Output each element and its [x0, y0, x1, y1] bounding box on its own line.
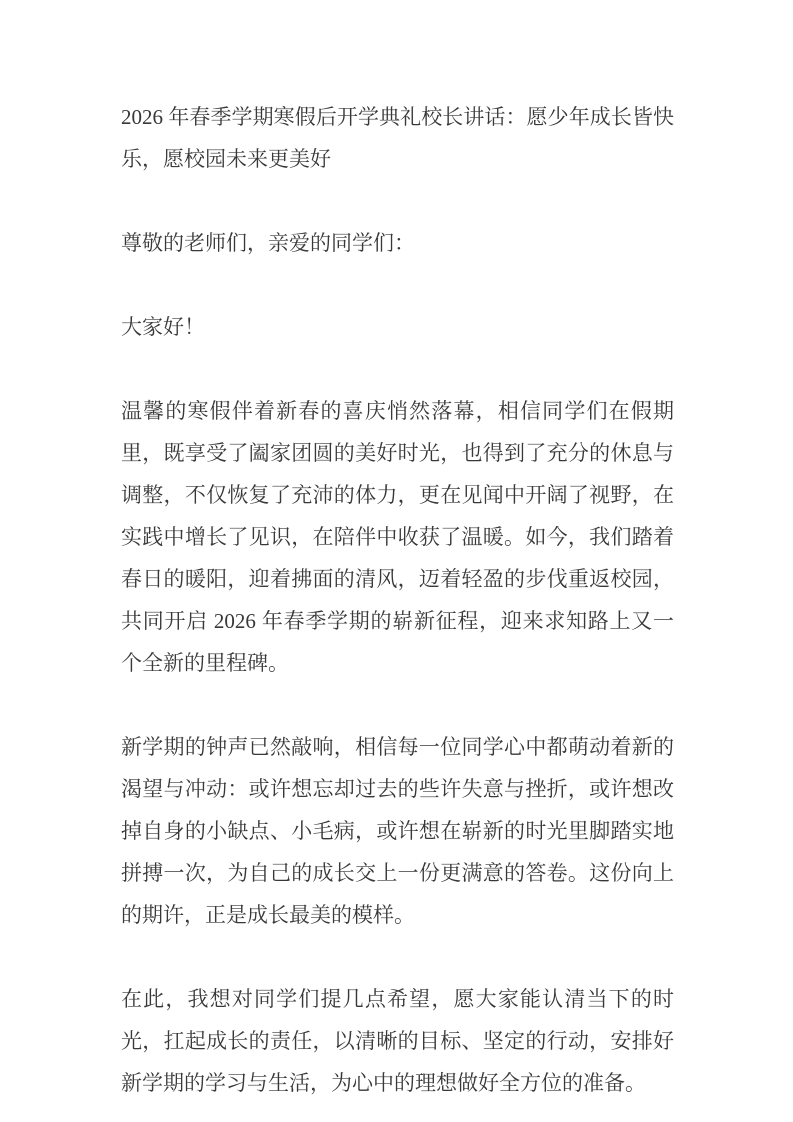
body-paragraph-1: 温馨的寒假伴着新春的喜庆悄然落幕，相信同学们在假期里，既享受了阖家团圆的美好时光，也得到了充分的休息与调整，不仅恢复了充沛的体力，更在见闻中开阔了视野，在实践中增长了见识，在陪伴中收获了温暖。如今，我们踏着春日的暖阳，迎着拂面的清风，迈着轻盈的步伐重返校园，共同开启 2026 年春季学期的崭新征程，迎来求知路上又一个全新的里程碑。	[121, 399, 674, 675]
document-title: 2026 年春季学期寒假后开学典礼校长讲话：愿少年成长皆快乐，愿校园未来更美好	[121, 105, 674, 171]
body-paragraph-2: 新学期的钟声已然敲响，相信每一位同学心中都萌动着新的渴望与冲动：或许想忘却过去的些许失意与挫折，或许想改掉自身的小缺点、小毛病，或许想在崭新的时光里脚踏实地拼搏一次，为自己的成长交上一份更满意的答卷。这份向上的期许，正是成长最美的模样。	[121, 735, 674, 927]
salutation-line: 尊敬的老师们，亲爱的同学们：	[121, 231, 415, 255]
greeting-line: 大家好！	[121, 315, 205, 339]
body-paragraph-3: 在此，我想对同学们提几点希望，愿大家能认清当下的时光，扛起成长的责任，以清晰的目标、坚定的行动，安排好新学期的学习与生活，为心中的理想做好全方位的准备。	[121, 987, 674, 1095]
document-content	[121, 96, 674, 1104]
